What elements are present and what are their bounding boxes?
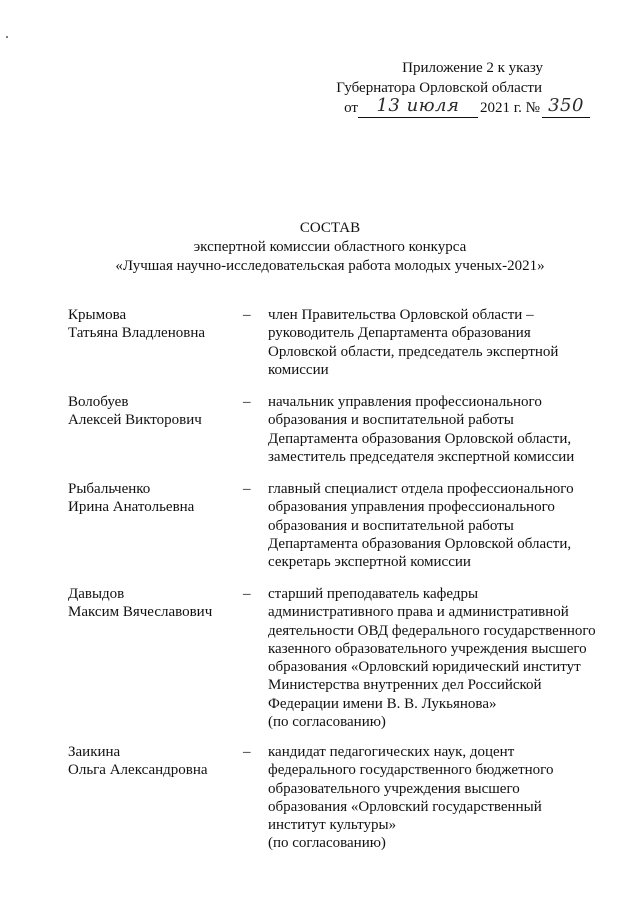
role-line: главный специалист отдела профессионального (268, 481, 574, 497)
decree-date-line (300, 95, 590, 118)
title-heading: СОСТАВ (299, 220, 361, 236)
appendix-header (300, 58, 590, 118)
member-name (68, 306, 238, 343)
appendix-line-1: Приложение 2 к указу (402, 60, 543, 76)
role-line: образования и воспитательной работы (268, 412, 514, 429)
handwritten-number: 350 (548, 95, 584, 116)
member-surname: Крымова (68, 307, 127, 323)
role-line: Министерства внутренних дел Российской (268, 677, 542, 694)
member-role (268, 585, 608, 731)
role-line: Федерации имени В. В. Лукьянова» (268, 695, 497, 712)
member-dash: – (243, 481, 251, 497)
role-line: образования и воспитательной работы (268, 517, 514, 534)
role-line: заместитель председателя экспертной комиссии (268, 448, 575, 465)
role-line: член Правительства Орловской области – (268, 307, 534, 323)
role-line: образования управления профессионального (268, 499, 555, 516)
member-role (268, 306, 608, 379)
member-name (68, 480, 238, 517)
member-given-names: Максим Вячеславович (68, 604, 213, 621)
member-name (68, 585, 238, 622)
member-given-names: Ольга Александровна (68, 762, 208, 779)
member-surname: Рыбальченко (68, 481, 151, 497)
member-dash: – (243, 307, 251, 323)
role-line: Департамента образования Орловской области, (268, 430, 572, 447)
role-line: кандидат педагогических наук, доцент (268, 744, 515, 760)
role-line: казенного образовательного учреждения высшего (268, 640, 587, 657)
member-name (68, 743, 238, 780)
document-title (80, 219, 580, 276)
role-line: секретарь экспертной комиссии (268, 554, 471, 571)
member-given-names: Ирина Анатольевна (68, 499, 195, 516)
member-dash: – (243, 394, 251, 410)
member-name (68, 393, 238, 430)
member-given-names: Татьяна Владленовна (68, 325, 206, 342)
appendix-line-2: Губернатора Орловской области (336, 80, 542, 96)
member-dash: – (243, 744, 251, 760)
role-line: образования «Орловский государственный (268, 798, 542, 815)
role-line: административного права и административной (268, 604, 569, 621)
role-line: Департамента образования Орловской области, (268, 535, 572, 552)
date-prefix: от (344, 100, 358, 116)
member-surname: Заикина (68, 744, 121, 760)
member-surname: Давыдов (68, 586, 125, 602)
role-line: деятельности ОВД федерального государственного (268, 622, 596, 639)
member-given-names: Алексей Викторович (68, 412, 202, 429)
date-underline (358, 95, 478, 118)
role-line: образования «Орловский юридический институт (268, 659, 581, 676)
role-line: Орловской области, председатель экспертной (268, 343, 559, 360)
role-line: институт культуры» (268, 817, 397, 834)
role-line: (по согласованию) (268, 714, 386, 731)
role-line: руководитель Департамента образования (268, 325, 531, 342)
title-subtitle-2: «Лучшая научно-исследовательская работа молодых ученых-2021» (115, 258, 545, 274)
role-line: начальник управления профессионального (268, 394, 542, 410)
number-underline (542, 95, 590, 118)
member-dash: – (243, 586, 251, 602)
member-role (268, 393, 608, 466)
role-line: федерального государственного бюджетного (268, 762, 554, 779)
role-line: образовательного учреждения высшего (268, 780, 520, 797)
role-line: старший преподаватель кафедры (268, 586, 479, 602)
handwritten-date: 13 июля (376, 95, 460, 116)
role-line: комиссии (268, 361, 329, 378)
date-suffix: 2021 г. № (479, 100, 540, 116)
member-role (268, 743, 608, 853)
title-subtitle-1: экспертной комиссии областного конкурса (193, 239, 467, 255)
member-surname: Волобуев (68, 394, 129, 410)
member-role (268, 480, 608, 571)
scan-speck (6, 36, 8, 38)
role-line: (по согласованию) (268, 835, 386, 852)
